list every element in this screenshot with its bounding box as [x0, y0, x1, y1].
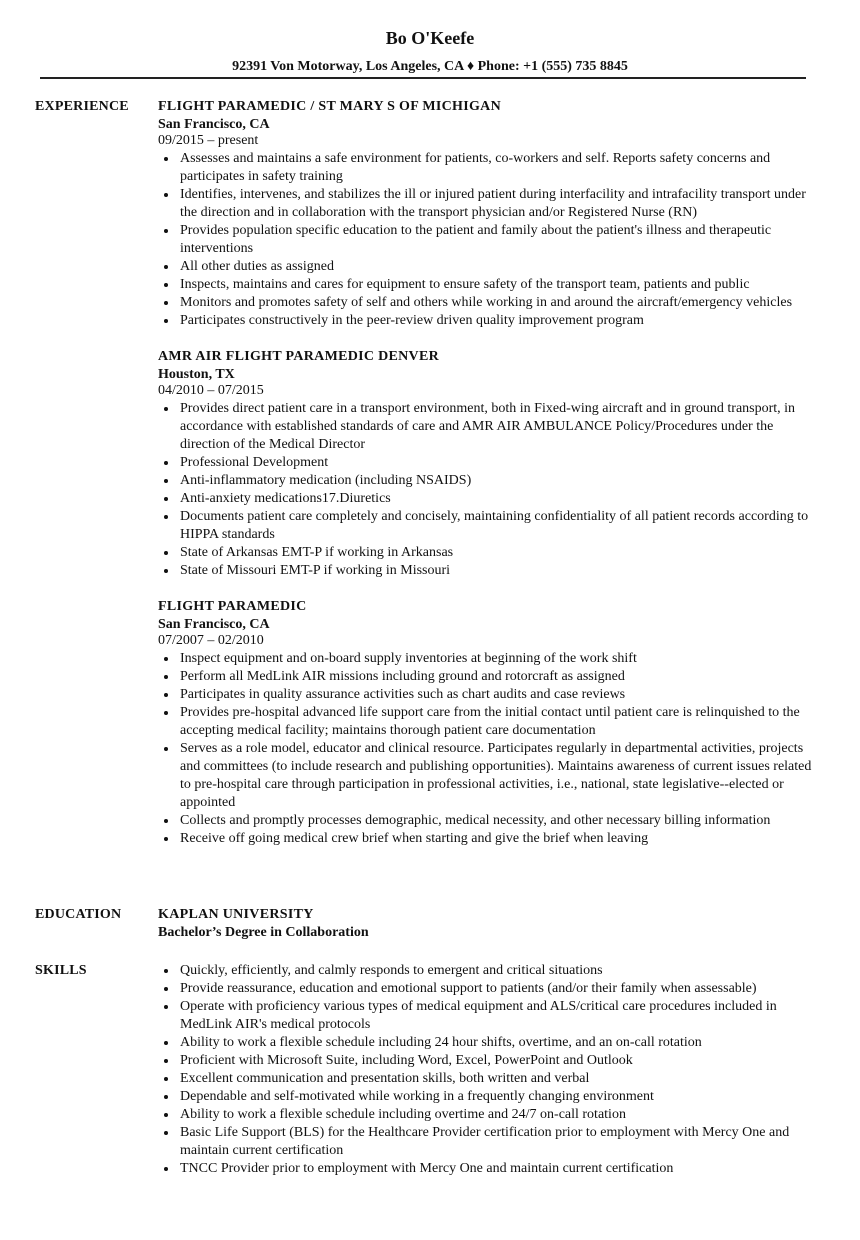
- skill-item: Dependable and self-motivated while working in a frequently changing environment: [180, 1088, 816, 1106]
- header-divider: [40, 77, 806, 79]
- duty-item: Collects and promptly processes demographic, medical necessity, and other necessary billing information: [180, 812, 816, 830]
- education-body: [158, 906, 816, 942]
- duty-item: State of Missouri EMT-P if working in Missouri: [180, 562, 816, 580]
- duty-item: Participates in quality assurance activities such as chart audits and case reviews: [180, 686, 816, 704]
- duty-item: Anti-anxiety medications17.Diuretics: [180, 490, 816, 508]
- skill-item: Proficient with Microsoft Suite, including Word, Excel, PowerPoint and Outlook: [180, 1052, 816, 1070]
- duty-item: Serves as a role model, educator and clinical resource. Participates regularly in departmental activities, projects and committees (to include research and publishing opportunities). Maintains awareness of current issues related to pre-hospital care through participation in professional activities, i.e., national, state legislative--elected or appointed: [180, 740, 816, 812]
- duty-item: All other duties as assigned: [180, 258, 816, 276]
- skill-item: TNCC Provider prior to employment with Mercy One and maintain current certification: [180, 1160, 816, 1178]
- job-dates: 07/2007 – 02/2010: [158, 633, 264, 648]
- duty-item: Perform all MedLink AIR missions including ground and rotorcraft as assigned: [180, 668, 816, 686]
- skill-item: Quickly, efficiently, and calmly responds to emergent and critical situations: [180, 962, 816, 980]
- duty-item: Participates constructively in the peer-review driven quality improvement program: [180, 312, 816, 330]
- job-duties: [158, 150, 816, 330]
- job-entry: [158, 348, 816, 580]
- degree-name: Bachelor’s Degree in Collaboration: [158, 925, 369, 940]
- resume-header: [0, 0, 860, 76]
- job-duties: [158, 650, 816, 848]
- skill-item: Excellent communication and presentation skills, both written and verbal: [180, 1070, 816, 1088]
- duty-item: Provides population specific education to the patient and family about the patient's illness and therapeutic interventions: [180, 222, 816, 258]
- job-location: Houston, TX: [158, 367, 235, 382]
- duty-item: Identifies, intervenes, and stabilizes the ill or injured patient during interfacility and intrafacility transport under the direction and in collaboration with the transport physician and/or Registered Nurse (RN): [180, 186, 816, 222]
- duty-item: Anti-inflammatory medication (including NSAIDS): [180, 472, 816, 490]
- education-heading: EDUCATION: [35, 907, 122, 922]
- candidate-name: Bo O'Keefe: [385, 28, 475, 48]
- experience-heading: EXPERIENCE: [35, 99, 129, 114]
- job-location: San Francisco, CA: [158, 117, 270, 132]
- contact-line: 92391 Von Motorway, Los Angeles, CA ♦ Phone: +1 (555) 735 8845: [232, 59, 628, 74]
- duty-item: Monitors and promotes safety of self and others while working in and around the aircraft/emergency vehicles: [180, 294, 816, 312]
- job-entry: [158, 98, 816, 330]
- experience-body: [158, 98, 816, 866]
- job-entry: [158, 598, 816, 848]
- job-title: AMR AIR FLIGHT PARAMEDIC DENVER: [158, 349, 440, 364]
- skill-item: Provide reassurance, education and emotional support to patients (and/or their family when assessable): [180, 980, 816, 998]
- skill-item: Ability to work a flexible schedule including 24 hour shifts, overtime, and an on-call rotation: [180, 1034, 816, 1052]
- duty-item: Assesses and maintains a safe environment for patients, co-workers and self. Reports safety concerns and participates in safety training: [180, 150, 816, 186]
- skills-heading: SKILLS: [35, 963, 87, 978]
- job-title: FLIGHT PARAMEDIC: [158, 599, 307, 614]
- duty-item: Receive off going medical crew brief when starting and give the brief when leaving: [180, 830, 816, 848]
- duty-item: Inspect equipment and on-board supply inventories at beginning of the work shift: [180, 650, 816, 668]
- school-name: KAPLAN UNIVERSITY: [158, 907, 314, 922]
- job-dates: 04/2010 – 07/2015: [158, 383, 264, 398]
- duty-item: State of Arkansas EMT-P if working in Arkansas: [180, 544, 816, 562]
- duty-item: Inspects, maintains and cares for equipment to ensure safety of the transport team, patients and public: [180, 276, 816, 294]
- duty-item: Documents patient care completely and concisely, maintaining confidentiality of all patient records according to HIPPA standards: [180, 508, 816, 544]
- duty-item: Professional Development: [180, 454, 816, 472]
- duty-item: Provides direct patient care in a transport environment, both in Fixed-wing aircraft and in ground transport, in accordance with established standards of care and AMR AIR AMBULANCE Policy/Procedures under the direction of the Medical Director: [180, 400, 816, 454]
- job-dates: 09/2015 – present: [158, 133, 259, 148]
- job-title: FLIGHT PARAMEDIC / ST MARY S OF MICHIGAN: [158, 99, 501, 114]
- job-location: San Francisco, CA: [158, 617, 270, 632]
- skills-body: [158, 962, 816, 1178]
- skills-list: [158, 962, 816, 1178]
- skill-item: Operate with proficiency various types of medical equipment and ALS/critical care procedures included in MedLink AIR's medical protocols: [180, 998, 816, 1034]
- skill-item: Ability to work a flexible schedule including overtime and 24/7 on-call rotation: [180, 1106, 816, 1124]
- duty-item: Provides pre-hospital advanced life support care from the initial contact until patient care is relinquished to the accepting medical facility; maintains thorough patient care documentation: [180, 704, 816, 740]
- job-duties: [158, 400, 816, 580]
- skill-item: Basic Life Support (BLS) for the Healthcare Provider certification prior to employment with Mercy One and maintain current certification: [180, 1124, 816, 1160]
